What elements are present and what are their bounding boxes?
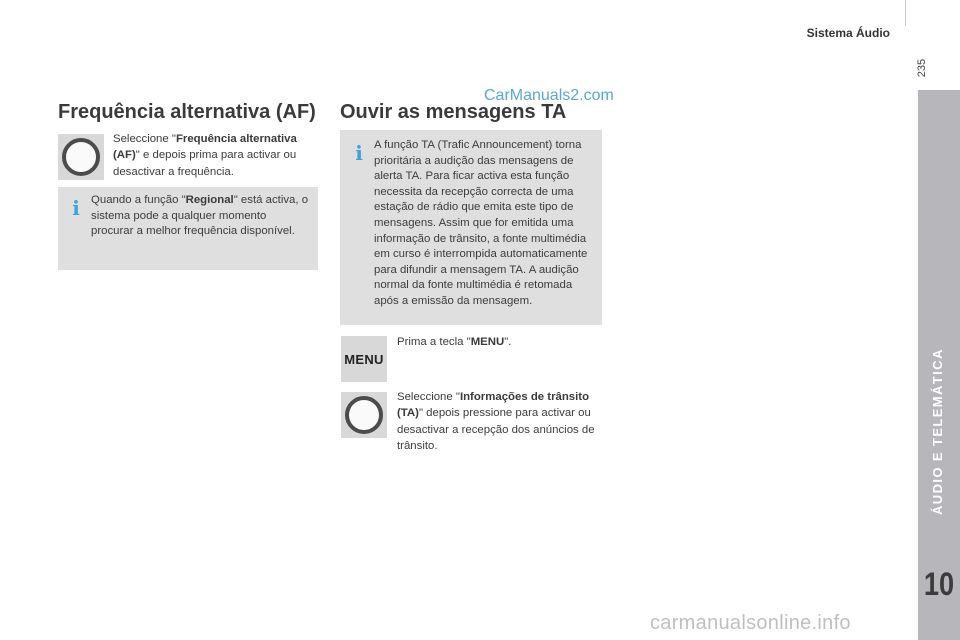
- af-info-panel: [58, 187, 318, 270]
- ta-menu-instruction: [397, 334, 602, 350]
- af-instruction-post: " e depois prima para activar ou desactivar a frequência.: [113, 149, 297, 178]
- af-section-title: Frequência alternativa (AF): [58, 101, 316, 123]
- ta-select-post: " depois pressione para activar ou desactivar a recepção dos anúncios de trânsito.: [397, 407, 595, 452]
- watermark-top: CarManuals2.com: [484, 87, 614, 104]
- knob-dial: [62, 138, 100, 176]
- ta-select-pre: Seleccione ": [397, 391, 460, 403]
- ta-menu-post: ".: [504, 336, 512, 348]
- ta-info-text: A função TA (Trafic Announcement) torna prioritária a audição das mensagens de alerta TA. Para ficar activa esta função necessita da recepção correcta de uma estação de rádio que emita este tipo de mensagens. Assim que for emitida uma informação de trânsito, a fonte multimédia em curso é interrompida automaticamente para difundir a mensagem TA. A audição normal da fonte multimédia é retomada após a emissão da mensagem.: [374, 139, 588, 307]
- af-instruction-bold: Frequência alternativa (AF): [113, 133, 297, 162]
- af-info-bold: Regional: [185, 194, 234, 206]
- running-header: Sistema Áudio: [806, 26, 890, 40]
- chapter-title: ÁUDIO E TELEMÁTICA: [930, 348, 945, 515]
- rotary-knob-icon: [341, 392, 387, 438]
- header-divider: [905, 0, 906, 26]
- page-number: 235: [916, 58, 928, 78]
- menu-key-icon: [341, 336, 387, 382]
- af-instruction-pre: Seleccione ": [113, 133, 176, 145]
- af-info-text: [91, 193, 311, 240]
- menu-key-label: MENU: [344, 351, 384, 367]
- ta-section-title: Ouvir as mensagens TA: [340, 101, 567, 123]
- ta-select-instruction: [397, 389, 605, 454]
- ta-menu-pre: Prima a tecla ": [397, 336, 471, 348]
- info-icon: i: [355, 141, 363, 165]
- info-icon: i: [72, 196, 80, 220]
- watermark-bottom: carmanualsonline.info: [650, 612, 851, 634]
- ta-select-bold: Informações de trânsito (TA): [397, 391, 590, 420]
- chapter-number: 10: [923, 566, 955, 602]
- af-info-post: " está activa, o sistema pode a qualquer momento procurar a melhor frequência disponível.: [91, 194, 309, 238]
- ta-info-panel: [340, 130, 602, 325]
- af-info-pre: Quando a função ": [91, 194, 186, 206]
- af-instruction: [113, 131, 318, 180]
- ta-menu-bold: MENU: [470, 336, 505, 348]
- rotary-knob-icon: [58, 134, 104, 180]
- knob-dial: [345, 396, 383, 434]
